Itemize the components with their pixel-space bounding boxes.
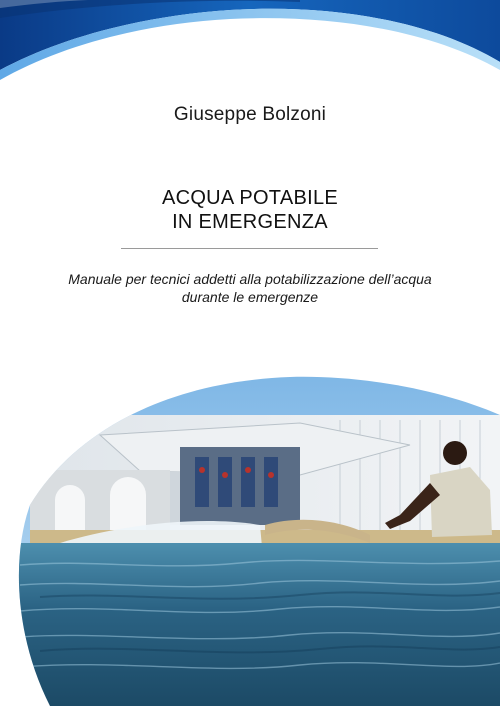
book-subtitle-line-1: Manuale per tecnici addetti alla potabilizzazione dell’acqua [68,271,432,287]
book-title-line-2: IN EMERGENZA [172,211,328,233]
title-divider [121,248,378,249]
author-name: Giuseppe Bolzoni [173,104,327,125]
book-subtitle-line-2: durante le emergenze [181,289,319,305]
cover-photo [0,375,500,706]
blue-swoosh-decoration [0,0,500,110]
book-title-line-1: ACQUA POTABILE [161,187,339,209]
book-subtitle [0,270,500,306]
water-surface [0,543,500,706]
book-title [0,186,500,234]
